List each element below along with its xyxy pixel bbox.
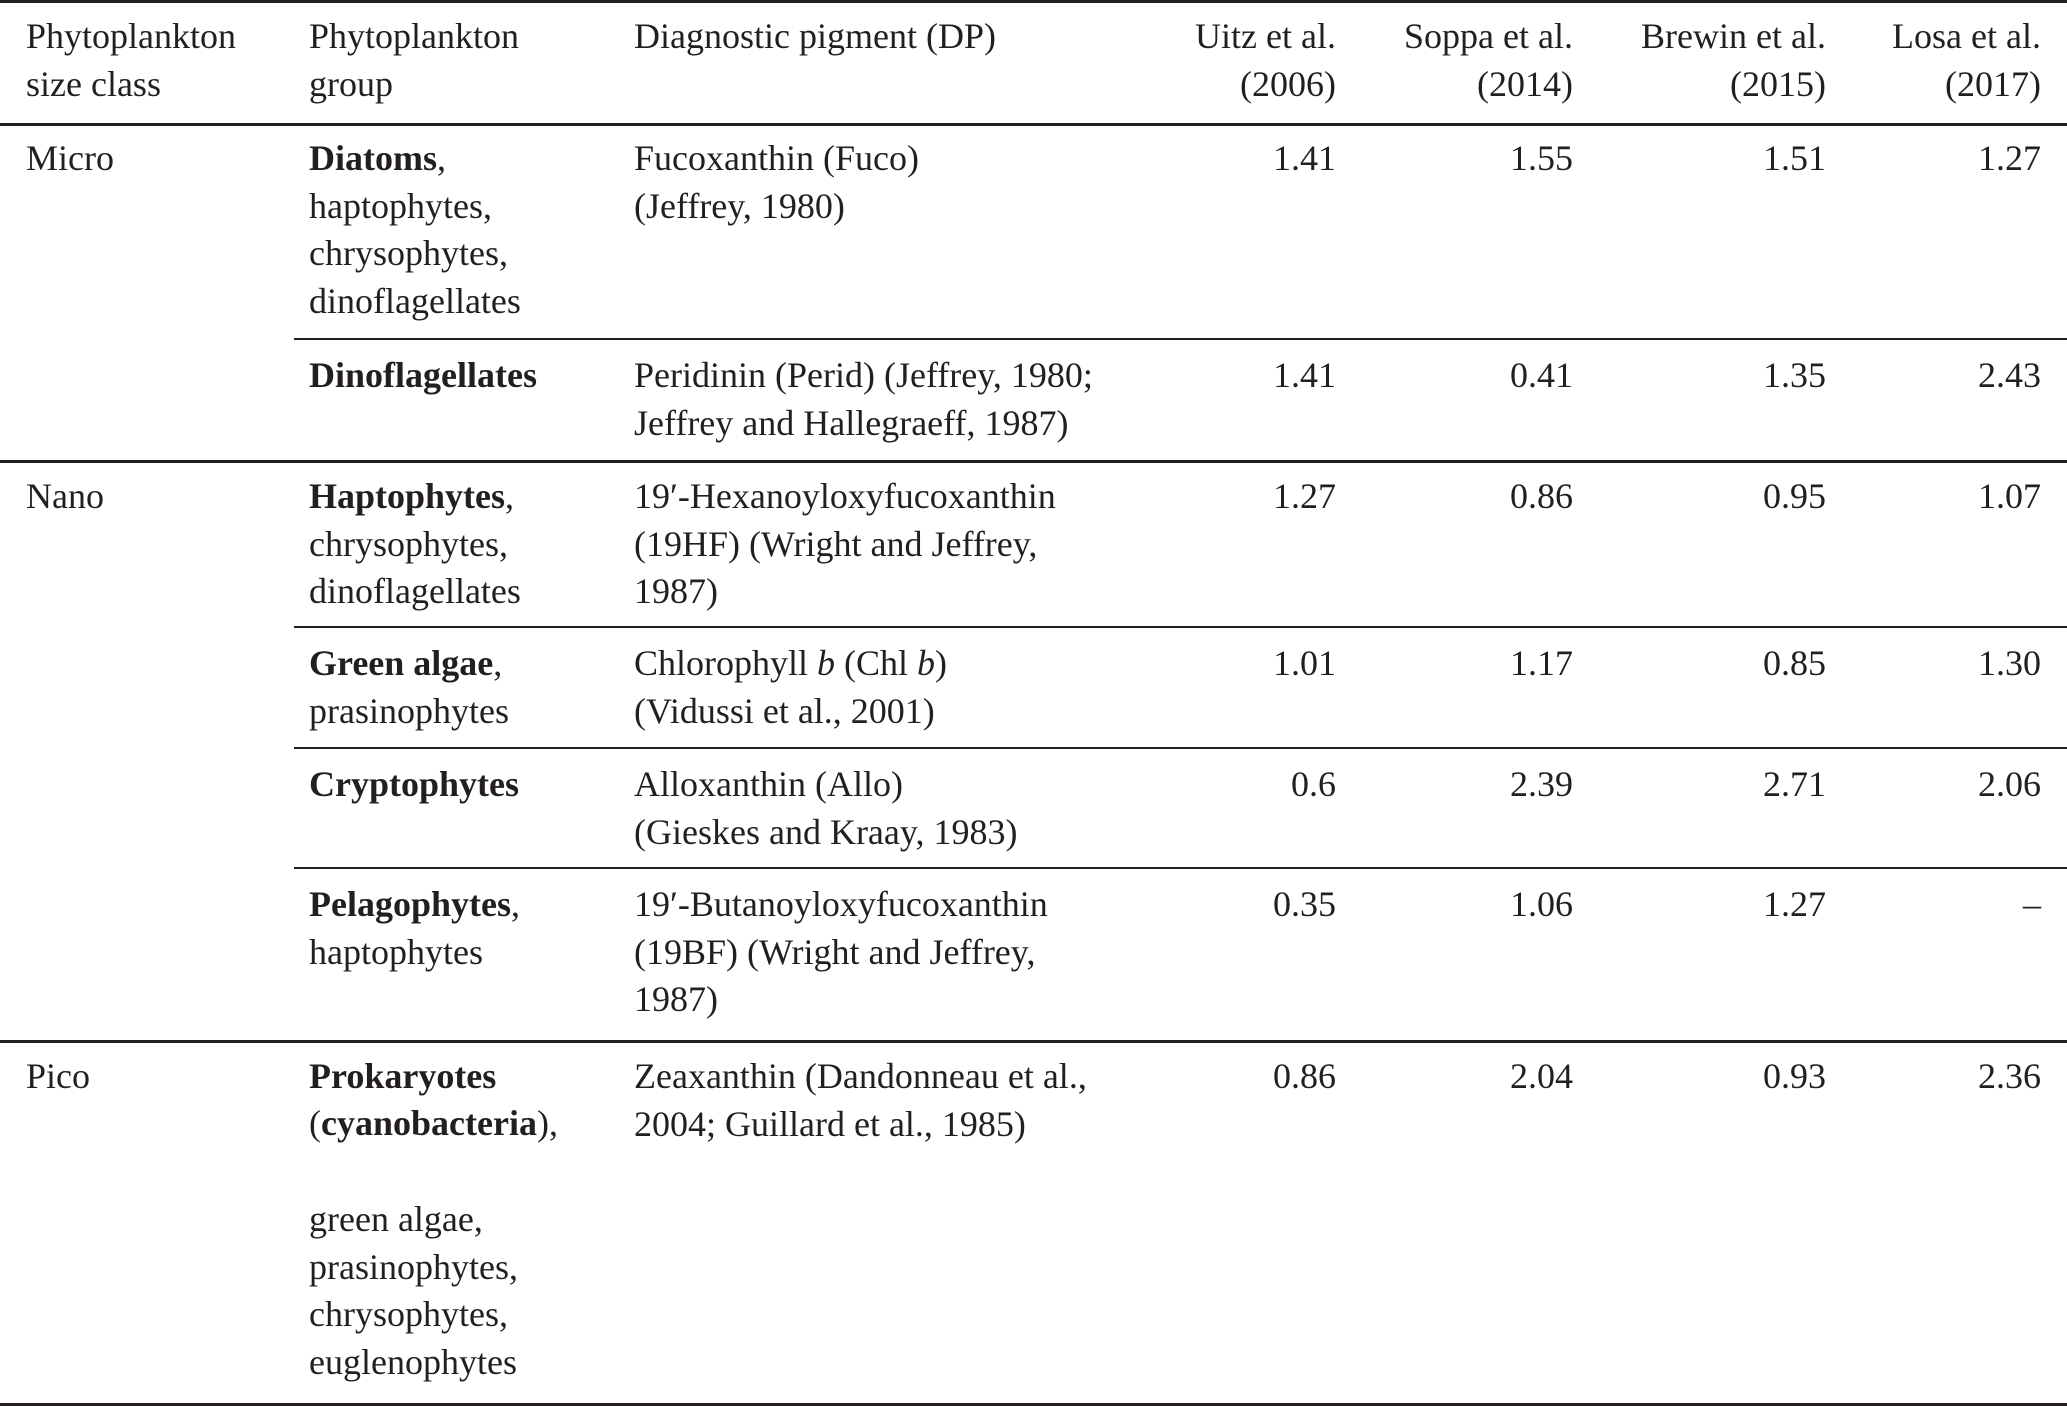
group-cell (309, 352, 537, 400)
pigment-cell: 19′-Butanoyloxyfucoxanthin (19BF) (Wright and Jeffrey, 1987) (634, 884, 1048, 1019)
losa-value: 2.36 (1978, 1056, 2041, 1096)
header-group: Phytoplankton group (309, 16, 520, 104)
group-primary: Prokaryotes (309, 1056, 497, 1096)
soppa-value: 1.17 (1510, 643, 1573, 683)
brewin-value: 0.93 (1763, 1056, 1826, 1096)
pigment-cell: 19′-Hexanoyloxyfucoxanthin (19HF) (Wright and Jeffrey, 1987) (634, 476, 1056, 611)
header-brewin: Brewin et al. (2015) (1641, 16, 1826, 104)
losa-value: 1.07 (1978, 476, 2041, 516)
soppa-value: 2.04 (1510, 1056, 1573, 1096)
group-cell (309, 881, 520, 976)
pigment-italic: b (917, 643, 936, 683)
uitz-value: 1.27 (1273, 476, 1336, 516)
pigment-italic: b (817, 643, 836, 683)
header-bottom-rule (0, 123, 2067, 126)
header-size-class: Phytoplankton size class (26, 16, 237, 104)
brewin-value: 0.85 (1763, 643, 1826, 683)
brewin-value: 0.95 (1763, 476, 1826, 516)
row-divider (294, 338, 2067, 340)
group-cell (309, 473, 521, 616)
soppa-value: 0.86 (1510, 476, 1573, 516)
group-primary: Pelagophytes (309, 884, 511, 924)
uitz-value: 0.6 (1291, 764, 1336, 804)
soppa-value: 1.55 (1510, 138, 1573, 178)
row-divider (294, 867, 2067, 869)
header-pigment: Diagnostic pigment (DP) (634, 16, 996, 56)
size-class-cell: Micro (26, 138, 114, 178)
group-primary: Diatoms (309, 138, 437, 178)
brewin-value: 1.35 (1763, 355, 1826, 395)
group-cell (309, 1053, 496, 1101)
group-cell (309, 640, 509, 735)
group-primary: Dinoflagellates (309, 355, 537, 395)
group-primary: Green algae (309, 643, 494, 683)
losa-value: 2.06 (1978, 764, 2041, 804)
soppa-value: 1.06 (1510, 884, 1573, 924)
pigment-cell: Alloxanthin (Allo) (Gieskes and Kraay, 1983) (634, 764, 1018, 852)
soppa-value: 0.41 (1510, 355, 1573, 395)
pigment-cell (634, 640, 947, 735)
pigment-cell: Fucoxanthin (Fuco) (Jeffrey, 1980) (634, 138, 919, 226)
group-paren: ( (309, 1103, 321, 1143)
group-cell (309, 1100, 558, 1148)
header-losa: Losa et al. (2017) (1892, 16, 2041, 104)
losa-value: 1.30 (1978, 643, 2041, 683)
pigment-text: (Chl (835, 643, 918, 683)
pigment-cell: Zeaxanthin (Dandonneau et al., 2004; Guillard et al., 1985) (634, 1056, 1087, 1144)
uitz-value: 0.86 (1273, 1056, 1336, 1096)
losa-value: 2.43 (1978, 355, 2041, 395)
group-primary: Cryptophytes (309, 764, 520, 804)
group-secondary: , prasinophytes (309, 643, 509, 731)
group-cell (309, 761, 519, 809)
soppa-value: 2.39 (1510, 764, 1573, 804)
group-paren: ), (536, 1103, 558, 1143)
group-secondary: , haptophytes (309, 884, 520, 972)
group-primary: Haptophytes (309, 476, 506, 516)
brewin-value: 1.51 (1763, 138, 1826, 178)
group-divider (0, 1040, 2067, 1043)
losa-value: 1.27 (1978, 138, 2041, 178)
row-divider (294, 626, 2067, 628)
size-class-cell: Pico (26, 1056, 91, 1096)
uitz-value: 1.01 (1273, 643, 1336, 683)
pigment-cell: Peridinin (Perid) (Jeffrey, 1980; Jeffrey and Hallegraeff, 1987) (634, 355, 1093, 443)
group-primary: cyanobacteria (321, 1103, 537, 1143)
pigment-text: ) (Vidussi et al., 2001) (634, 643, 948, 731)
size-class-cell: Nano (26, 476, 104, 516)
losa-value: – (2023, 884, 2041, 924)
group-divider (0, 460, 2067, 463)
header-uitz: Uitz et al. (2006) (1195, 16, 1336, 104)
group-cell (309, 135, 521, 325)
group-secondary: , haptophytes, chrysophytes, dinoflagellates (309, 138, 521, 321)
group-secondary: green algae, prasinophytes, chrysophytes, euglenophytes (309, 1199, 518, 1382)
brewin-value: 1.27 (1763, 884, 1826, 924)
uitz-value: 1.41 (1273, 355, 1336, 395)
pigment-text: Chlorophyll (634, 643, 818, 683)
uitz-value: 0.35 (1273, 884, 1336, 924)
group-secondary: , chrysophytes, dinoflagellates (309, 476, 521, 611)
table-top-rule (0, 0, 2067, 3)
brewin-value: 2.71 (1763, 764, 1826, 804)
row-divider (294, 747, 2067, 749)
header-soppa: Soppa et al. (2014) (1404, 16, 1573, 104)
uitz-value: 1.41 (1273, 138, 1336, 178)
